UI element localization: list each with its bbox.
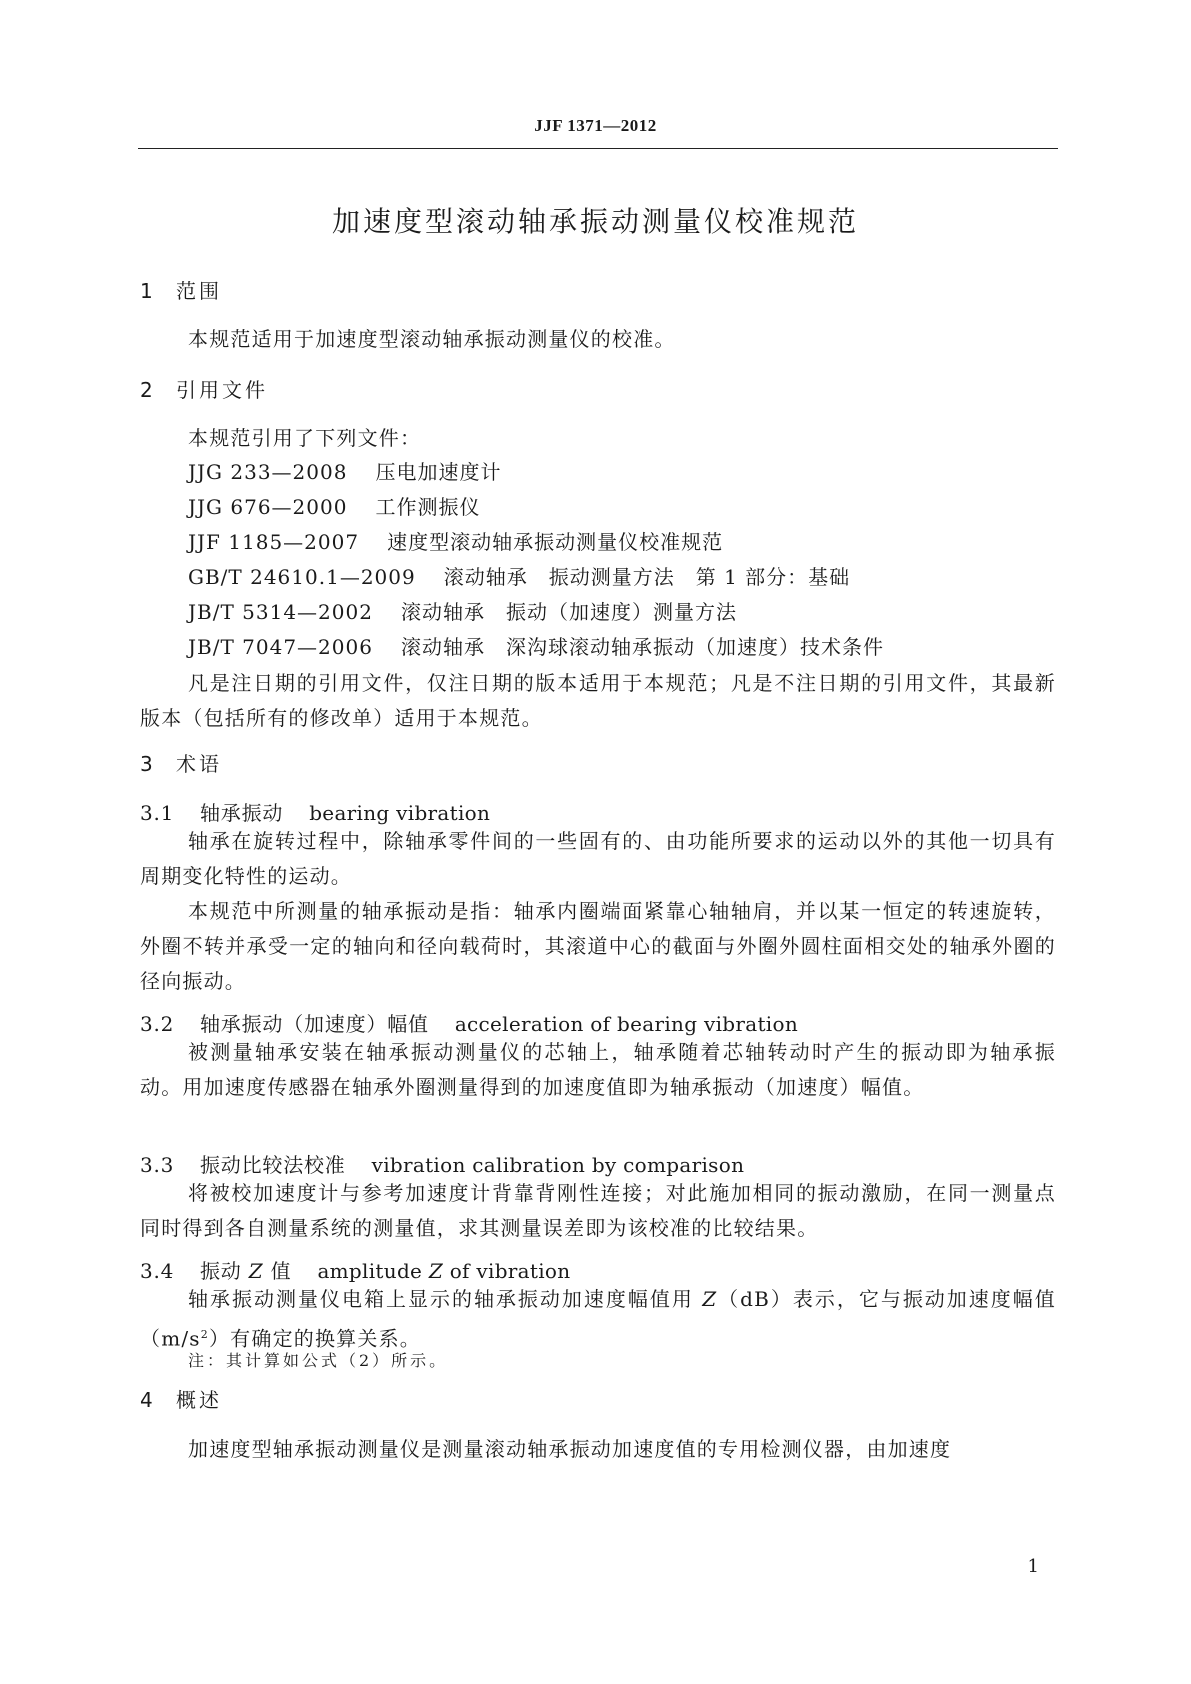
term-en: acceleration of bearing vibration <box>454 1012 799 1036</box>
section-number: 2 <box>140 378 153 402</box>
term-number: 3.3 <box>140 1153 175 1177</box>
section-title: 术语 <box>176 752 222 776</box>
section-title: 范围 <box>176 279 222 303</box>
reference-title: 滚动轴承 深沟球滚动轴承振动（加速度）技术条件 <box>400 635 884 659</box>
section-number: 4 <box>140 1388 153 1412</box>
section-number: 1 <box>140 279 153 303</box>
term-note: 注：其计算如公式（2）所示。 <box>188 1351 449 1370</box>
term-definition: 将被校加速度计与参考加速度计背靠背刚性连接；对此施加相同的振动激励，在同一测量点同时得到各自测量系统的测量值，求其测量误差即为该校准的比较结果。 <box>140 1181 1056 1240</box>
section-heading-references <box>140 374 268 403</box>
reference-item <box>188 456 501 485</box>
term-definition <box>140 1282 1056 1357</box>
reference-code: JJG 676—2000 <box>188 495 348 519</box>
reference-item <box>188 596 737 625</box>
term-number: 3.4 <box>140 1259 175 1283</box>
references-note-paragraph: 凡是注日期的引用文件，仅注日期的版本适用于本规范；凡是不注日期的引用文件，其最新版本（包括所有的修改单）适用于本规范。 <box>140 671 1056 730</box>
section-number: 3 <box>140 752 153 776</box>
term-en: vibration calibration by comparison <box>371 1153 745 1177</box>
term-definition: 被测量轴承安装在轴承振动测量仪的芯轴上，轴承随着芯轴转动时产生的振动即为轴承振动。用加速度传感器在轴承外圈测量得到的加速度值即为轴承振动（加速度）幅值。 <box>140 1040 1056 1099</box>
reference-title: 滚动轴承 振动测量方法 第 1 部分：基础 <box>443 565 851 589</box>
term-cn-variable: Z <box>248 1259 264 1283</box>
reference-code: GB/T 24610.1—2009 <box>188 565 416 589</box>
header-rule <box>138 148 1058 149</box>
reference-item <box>188 526 723 555</box>
reference-item <box>188 491 480 520</box>
term-en <box>317 1259 570 1283</box>
standard-code-header: JJF 1371—2012 <box>534 116 657 135</box>
overview-paragraph: 加速度型轴承振动测量仪是测量滚动轴承振动加速度值的专用检测仪器，由加速度 <box>188 1437 952 1461</box>
term-number: 3.1 <box>140 801 175 825</box>
term-cn: 轴承振动（加速度）幅值 <box>200 1012 429 1036</box>
term-en-part: amplitude <box>317 1259 429 1283</box>
term-cn-part: 振动 <box>200 1259 249 1283</box>
definition-text: （dB）表示，它与振动加速度幅值（m/s <box>140 1287 1056 1351</box>
reference-item <box>188 561 850 590</box>
reference-item <box>188 631 884 660</box>
reference-title: 压电加速度计 <box>375 460 502 484</box>
superscript: 2 <box>200 1328 209 1341</box>
reference-code: JB/T 5314—2002 <box>188 600 373 624</box>
section-title: 概述 <box>176 1388 222 1412</box>
document-title: 加速度型滚动轴承振动测量仪校准规范 <box>331 205 859 238</box>
term-heading-3-1 <box>140 797 490 826</box>
reference-code: JJG 233—2008 <box>188 460 348 484</box>
reference-code: JJF 1185—2007 <box>188 530 360 554</box>
definition-variable: Z <box>702 1287 718 1311</box>
reference-code: JB/T 7047—2006 <box>188 635 373 659</box>
term-heading-3-2 <box>140 1008 798 1037</box>
term-cn: 振动比较法校准 <box>200 1153 346 1177</box>
term-definition: 本规范中所测量的轴承振动是指：轴承内圈端面紧靠心轴轴肩，并以某一恒定的转速旋转，外圈不转并承受一定的轴向和径向载荷时，其滚道中心的截面与外圈外圆柱面相交处的轴承外圈的径向振动。 <box>140 899 1056 993</box>
term-en-variable: Z <box>428 1259 444 1283</box>
term-en: bearing vibration <box>309 801 491 825</box>
reference-title: 工作测振仪 <box>375 495 481 519</box>
section-heading-overview <box>140 1384 222 1413</box>
definition-text: ）有确定的换算关系。 <box>208 1326 421 1351</box>
section-heading-terms <box>140 748 222 777</box>
page-number: 1 <box>1027 1556 1039 1577</box>
section-title: 引用文件 <box>176 378 268 402</box>
reference-title: 滚动轴承 振动（加速度）测量方法 <box>400 600 737 624</box>
reference-title: 速度型滚动轴承振动测量仪校准规范 <box>387 530 724 554</box>
term-cn-part: 值 <box>263 1259 292 1283</box>
term-definition: 轴承在旋转过程中，除轴承零件间的一些固有的、由功能所要求的运动以外的其他一切具有周期变化特性的运动。 <box>140 829 1056 888</box>
term-number: 3.2 <box>140 1012 175 1036</box>
term-cn: 轴承振动 <box>200 801 284 825</box>
section-heading-scope <box>140 275 222 304</box>
references-intro: 本规范引用了下列文件： <box>188 426 422 450</box>
term-en-part: of vibration <box>443 1259 571 1283</box>
term-heading-3-3 <box>140 1149 744 1178</box>
term-cn <box>200 1259 291 1283</box>
scope-paragraph: 本规范适用于加速度型滚动轴承振动测量仪的校准。 <box>188 327 676 351</box>
definition-text: 轴承振动测量仪电箱上显示的轴承振动加速度幅值用 <box>188 1287 703 1311</box>
term-heading-3-4 <box>140 1255 570 1284</box>
